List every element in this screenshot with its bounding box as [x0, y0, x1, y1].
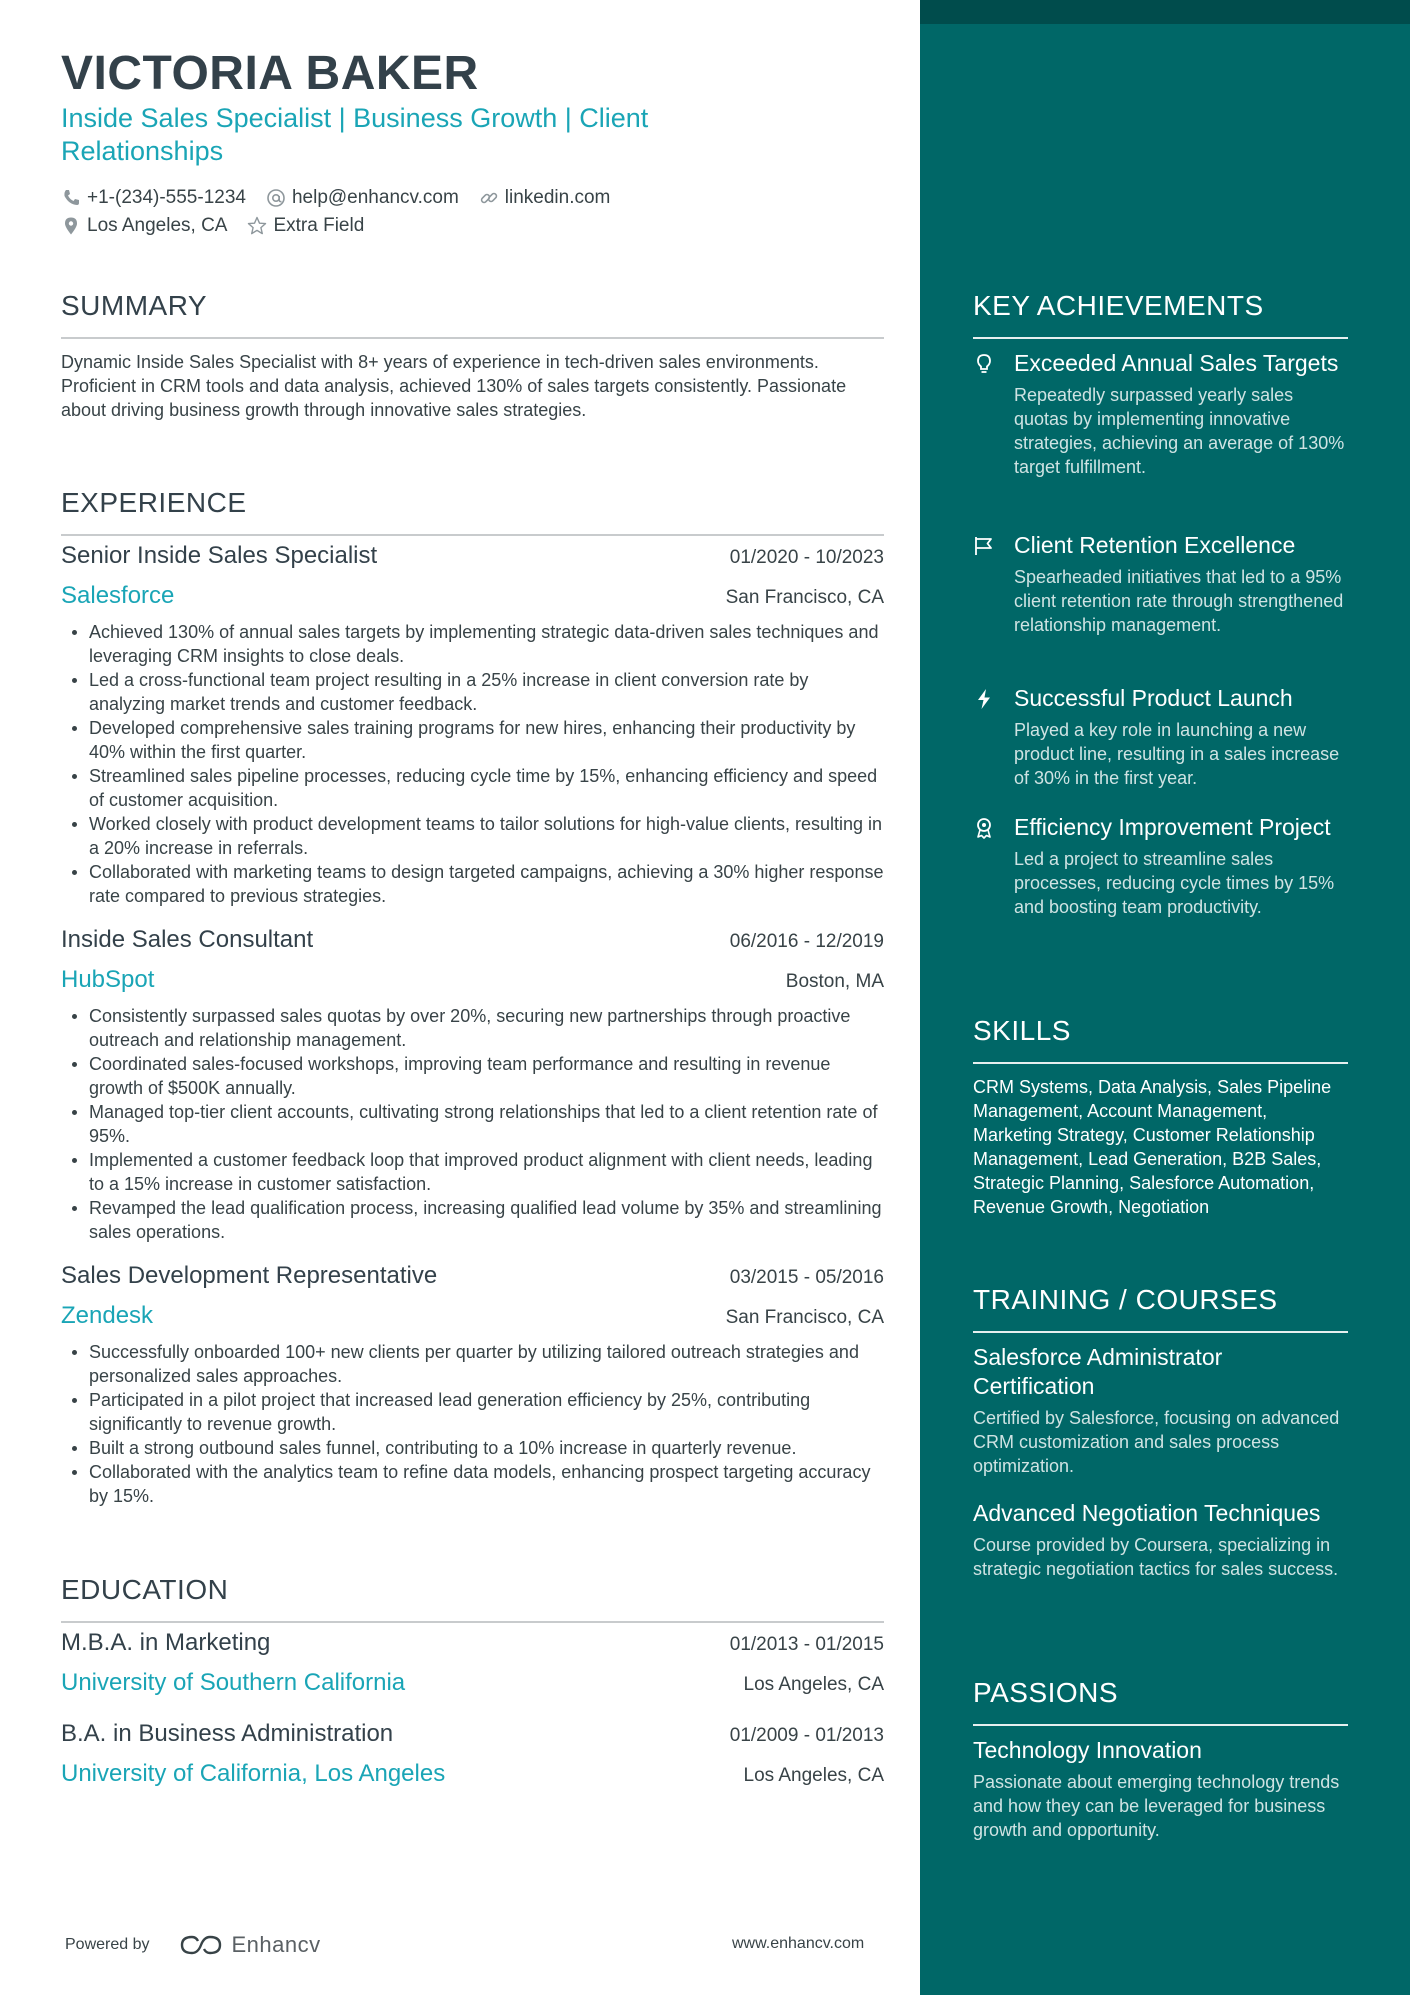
bullet-item: Collaborated with the analytics team to refine data models, enhancing prospect targeting accuracy by 15%.: [61, 1460, 884, 1508]
education-dates: 01/2013 - 01/2015: [729, 1634, 884, 1655]
job-location: Boston, MA: [785, 971, 884, 992]
candidate-name: VICTORIA BAKER: [61, 47, 479, 100]
bullet-item: Successfully onboarded 100+ new clients per quarter by utilizing tailored outreach strategies and personalized sales approaches.: [61, 1340, 884, 1388]
education-heading: EDUCATION: [61, 1574, 229, 1605]
achievement-desc: Repeatedly surpassed yearly sales quotas by implementing innovative strategies, achieving an average of 130% target fulfillment.: [1014, 385, 1345, 477]
job-bullets: [61, 1004, 884, 1244]
job-entry: [61, 1262, 884, 1508]
achievement-desc: Spearheaded initiatives that led to a 95% client retention rate through strengthened relationship management.: [1014, 567, 1344, 635]
education-entry: [61, 1720, 884, 1796]
enhancv-logo[interactable]: [178, 1932, 321, 1958]
phone-text: +1-(234)-555-1234: [87, 187, 246, 208]
bullet-item: Led a cross-functional team project resulting in a 25% increase in client conversion rate by analyzing market trends and customer feedback.: [61, 668, 884, 716]
experience-heading: EXPERIENCE: [61, 487, 247, 518]
course-desc: Course provided by Coursera, specializing in strategic negotiation tactics for sales success.: [973, 1535, 1339, 1579]
job-location: San Francisco, CA: [725, 587, 884, 608]
bullet-item: Developed comprehensive sales training programs for new hires, enhancing their productivity by 40% within the first quarter.: [61, 716, 884, 764]
education-location: Los Angeles, CA: [743, 1765, 884, 1786]
achievement-item: [973, 531, 1348, 637]
contact-phone[interactable]: [61, 187, 246, 209]
skills-divider: [973, 1062, 1348, 1064]
passion-desc: Passionate about emerging technology trends and how they can be leveraged for business growth and opportunity.: [973, 1772, 1340, 1840]
contact-email[interactable]: [266, 187, 459, 209]
at-icon: [266, 188, 286, 208]
enhancv-logo-icon: [178, 1933, 224, 1957]
degree: B.A. in Business Administration: [61, 1720, 394, 1747]
job-dates: 06/2016 - 12/2019: [729, 931, 884, 952]
star-icon: [247, 216, 267, 236]
award-icon: [973, 817, 995, 839]
job-company[interactable]: Zendesk: [61, 1302, 154, 1329]
bullet-item: Participated in a pilot project that increased lead generation efficiency by 25%, contributing significantly to revenue growth.: [61, 1388, 884, 1436]
bullet-item: Coordinated sales-focused workshops, improving team performance and resulting in revenue growth of $500K annually.: [61, 1052, 884, 1100]
job-dates: 03/2015 - 05/2016: [729, 1267, 884, 1288]
skills-heading: SKILLS: [973, 1015, 1071, 1046]
course-title: Advanced Negotiation Techniques: [973, 1500, 1321, 1526]
achievement-title: Efficiency Improvement Project: [1014, 814, 1331, 840]
bullet-item: Implemented a customer feedback loop that improved product alignment with client needs, leading to a 15% increase in customer satisfaction.: [61, 1148, 884, 1196]
job-role: Senior Inside Sales Specialist: [61, 542, 378, 569]
powered-by-label: Powered by: [65, 1936, 150, 1953]
passions-heading: PASSIONS: [973, 1677, 1119, 1708]
bullet-item: Built a strong outbound sales funnel, contributing to a 10% increase in quarterly revenue.: [61, 1436, 884, 1460]
achievement-title: Successful Product Launch: [1014, 685, 1293, 711]
education-entry: [61, 1629, 884, 1705]
job-role: Inside Sales Consultant: [61, 926, 314, 953]
achievement-desc: Led a project to streamline sales processes, reducing cycle times by 15% and boosting team productivity.: [1014, 849, 1335, 917]
passions-divider: [973, 1724, 1348, 1726]
footer-url[interactable]: www.enhancv.com: [732, 1935, 865, 1952]
course-desc: Certified by Salesforce, focusing on advanced CRM customization and sales process optimization.: [973, 1408, 1340, 1476]
bullet-item: Streamlined sales pipeline processes, reducing cycle time by 15%, enhancing efficiency and speed of customer acquisition.: [61, 764, 884, 812]
training-divider: [973, 1331, 1348, 1333]
contact-linkedin[interactable]: [479, 187, 611, 209]
achievement-item: [973, 684, 1348, 790]
location-text: Los Angeles, CA: [87, 215, 228, 236]
course-item: [973, 1343, 1348, 1478]
enhancv-brand: Enhancv: [231, 1932, 321, 1957]
degree: M.B.A. in Marketing: [61, 1629, 271, 1656]
achievement-title: Exceeded Annual Sales Targets: [1014, 350, 1339, 376]
job-company[interactable]: HubSpot: [61, 966, 155, 993]
bullet-item: Collaborated with marketing teams to design targeted campaigns, achieving a 30% higher response rate compared to previous strategies.: [61, 860, 884, 908]
email-text: help@enhancv.com: [291, 187, 459, 208]
link-icon: [479, 188, 499, 208]
contact-location: [61, 215, 227, 237]
lightbulb-icon: [973, 353, 995, 375]
job-location: San Francisco, CA: [725, 1307, 884, 1328]
job-bullets: [61, 1340, 884, 1508]
contact-extra: [247, 215, 364, 237]
linkedin-text: linkedin.com: [504, 187, 611, 208]
sidebar-top-band: [920, 0, 1410, 24]
achievement-desc: Played a key role in launching a new product line, resulting in a sales increase of 30% in the first year.: [1014, 720, 1340, 788]
education-location: Los Angeles, CA: [743, 1674, 884, 1695]
candidate-title: Inside Sales Specialist | Business Growth | Client Relationships: [61, 103, 649, 166]
bullet-item: Worked closely with product development teams to tailor solutions for high-value clients, resulting in a 20% increase in referrals.: [61, 812, 884, 860]
extra-text: Extra Field: [273, 215, 365, 236]
phone-icon: [61, 188, 81, 208]
job-role: Sales Development Representative: [61, 1262, 438, 1289]
job-entry: [61, 542, 884, 908]
summary-heading: SUMMARY: [61, 290, 208, 321]
experience-divider: [61, 534, 884, 536]
achievement-item: [973, 349, 1348, 479]
school[interactable]: University of California, Los Angeles: [61, 1760, 446, 1787]
job-bullets: [61, 620, 884, 908]
job-entry: [61, 926, 884, 1244]
course-item: [973, 1499, 1348, 1581]
achievements-divider: [973, 337, 1348, 339]
flag-icon: [973, 535, 995, 557]
lightning-icon: [973, 688, 995, 710]
course-title: Salesforce Administrator Certification: [973, 1344, 1223, 1399]
summary-text: Dynamic Inside Sales Specialist with 8+ years of experience in tech-driven sales environments. Proficient in CRM tools and data analysis, achieved 130% of sales targets consistently. Passionate about driving business growth through innovative sales strategies.: [61, 352, 847, 420]
bullet-item: Consistently surpassed sales quotas by over 20%, securing new partnerships through proactive outreach and relationship management.: [61, 1004, 884, 1052]
bullet-item: Managed top-tier client accounts, cultivating strong relationships that led to a client retention rate of 95%.: [61, 1100, 884, 1148]
passion-item: [973, 1736, 1348, 1842]
skills-text: CRM Systems, Data Analysis, Sales Pipeline Management, Account Management, Marketing Strategy, Customer Relationship Management, Lead Generation, B2B Sales, Strategic Planning, Salesforce Automation, Revenue Growth, Negotiation: [973, 1077, 1332, 1217]
location-pin-icon: [61, 216, 81, 236]
education-dates: 01/2009 - 01/2013: [729, 1725, 884, 1746]
bullet-item: Revamped the lead qualification process, increasing qualified lead volume by 35% and streamlining sales operations.: [61, 1196, 884, 1244]
contact-info: [61, 184, 881, 240]
passion-title: Technology Innovation: [973, 1737, 1202, 1763]
achievement-item: [973, 813, 1348, 919]
job-dates: 01/2020 - 10/2023: [729, 547, 884, 568]
education-divider: [61, 1621, 884, 1623]
job-company[interactable]: Salesforce: [61, 582, 175, 609]
bullet-item: Achieved 130% of annual sales targets by implementing strategic data-driven sales techniques and leveraging CRM insights to close deals.: [61, 620, 884, 668]
training-heading: TRAINING / COURSES: [973, 1284, 1278, 1315]
school[interactable]: University of Southern California: [61, 1669, 406, 1696]
achievement-title: Client Retention Excellence: [1014, 532, 1296, 558]
footer-powered-by: [65, 1932, 321, 1958]
summary-divider: [61, 337, 884, 339]
achievements-heading: KEY ACHIEVEMENTS: [973, 290, 1264, 321]
